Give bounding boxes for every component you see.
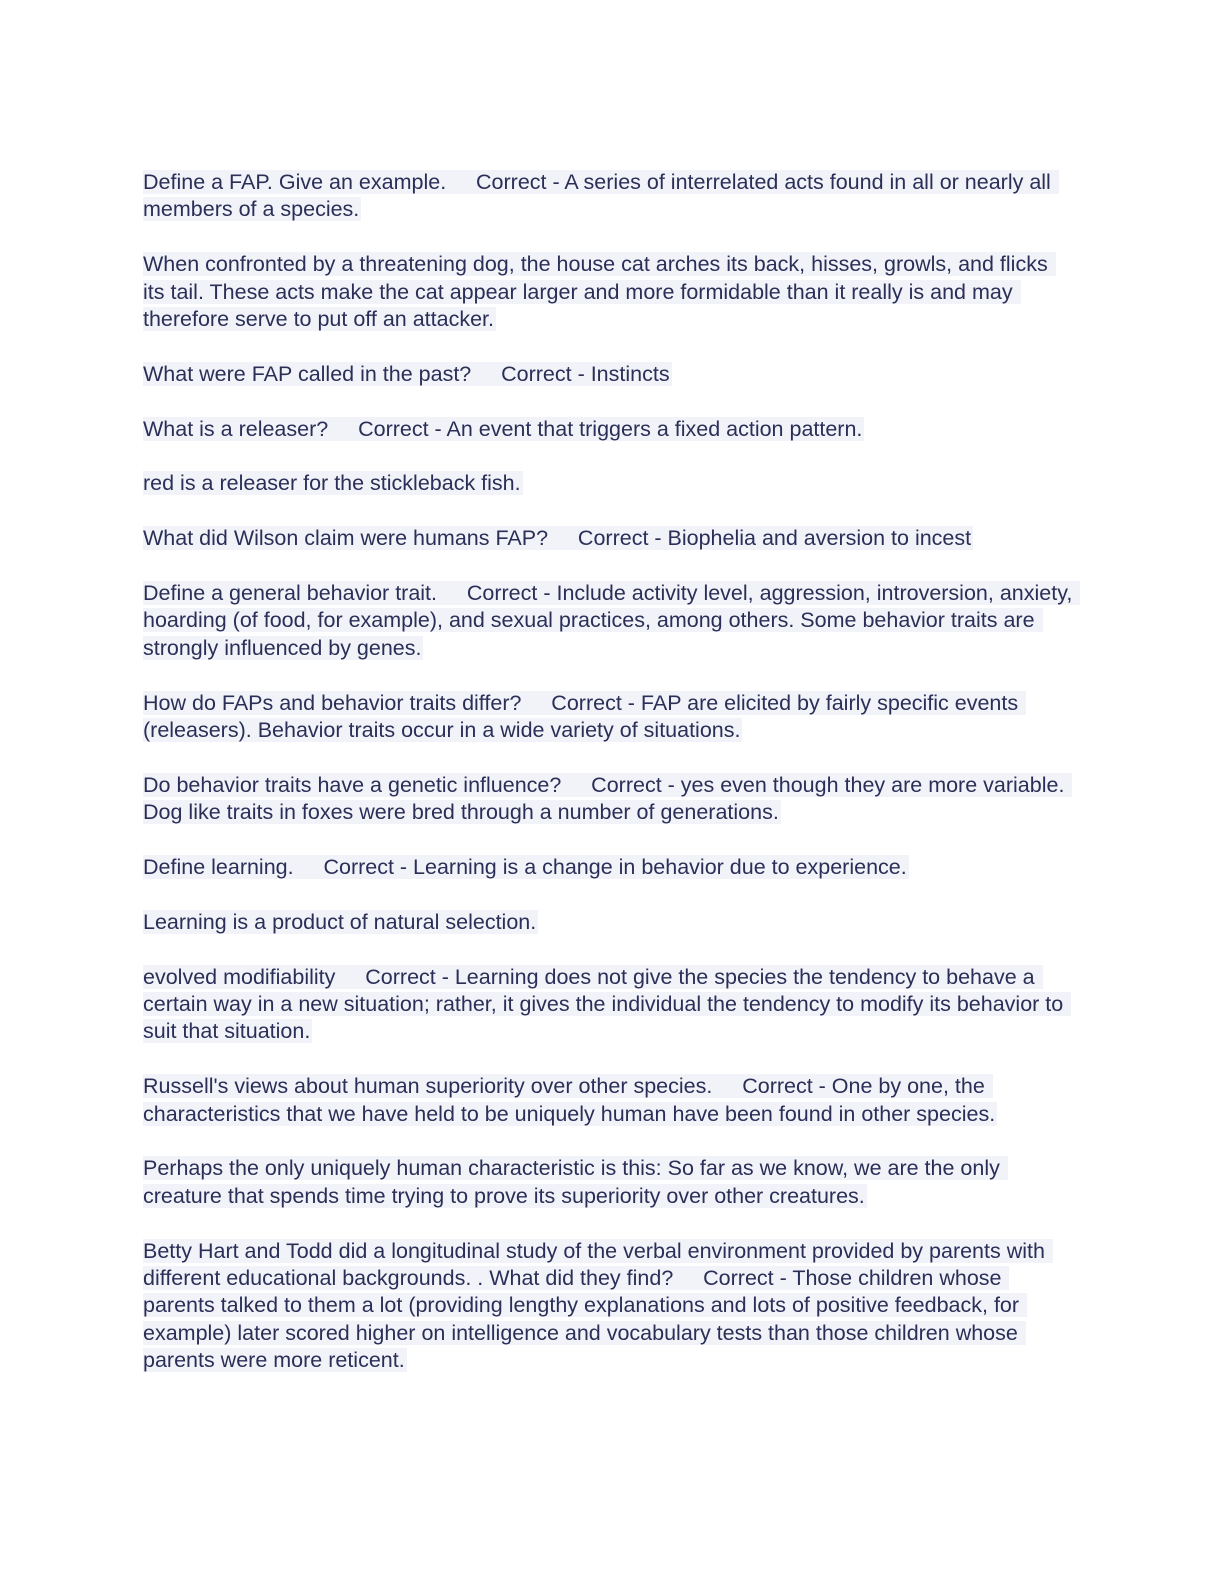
document-body — [143, 169, 1079, 1402]
paragraph-hart-todd — [143, 1238, 1073, 1375]
paragraph-text: evolved modifiability Correct - Learning does not give the species the tendency to behave a certain way in a new situation; rather, it gives the individual the tendency to modify its behavior to suit that situation. — [143, 964, 1070, 1044]
paragraph-define-learning — [143, 854, 1073, 881]
paragraph-text: What were FAP called in the past? Correct - Instincts — [143, 361, 670, 386]
paragraph-cat-example — [143, 251, 1073, 333]
paragraph-natural-selection — [143, 909, 1073, 936]
paragraph-text: When confronted by a threatening dog, the house cat arches its back, hisses, growls, and flicks its tail. These acts make the cat appear larger and more formidable than it really is and may therefore serve to put off an attacker. — [143, 252, 1054, 332]
paragraph-text: Do behavior traits have a genetic influence? Correct - yes even though they are more variable. Dog like traits in foxes were bred through a number of generations. — [143, 772, 1071, 825]
paragraph-fap-past-name — [143, 361, 1073, 388]
paragraph-text: What is a releaser? Correct - An event that triggers a fixed action pattern. — [143, 416, 863, 441]
paragraph-behavior-trait — [143, 580, 1079, 662]
paragraph-stickleback — [143, 470, 1073, 497]
paragraph-fap-definition — [143, 169, 1073, 224]
paragraph-text: How do FAPs and behavior traits differ? Correct - FAP are elicited by fairly specific events (releasers). Behavior traits occur in a wide variety of situations. — [143, 690, 1025, 743]
paragraph-text: Betty Hart and Todd did a longitudinal study of the verbal environment provided by parents with different educational backgrounds. . What did they find? Correct - Those children whose parents talked to them a lot (providing lengthy explanations and lots of positive feedback, for example) later scored higher on intelligence and vocabulary tests than those children whose parents were more reticent. — [143, 1238, 1051, 1373]
paragraph-text: Russell's views about human superiority over other species. Correct - One by one, the characteristics that we have held to be uniquely human have been found in other species. — [143, 1074, 996, 1126]
paragraph-text: What did Wilson claim were humans FAP? Correct - Biophelia and aversion to incest — [143, 526, 972, 551]
paragraph-releaser — [143, 416, 1073, 443]
paragraph-russell — [143, 1073, 1073, 1128]
paragraph-text: red is a releaser for the stickleback fish. — [143, 471, 521, 496]
paragraph-evolved-modifiability — [143, 964, 1073, 1046]
paragraph-text: Learning is a product of natural selection. — [143, 909, 537, 934]
paragraph-fap-vs-traits — [143, 690, 1073, 745]
paragraph-unique-human — [143, 1155, 1073, 1210]
paragraph-text: Perhaps the only uniquely human characteristic is this: So far as we know, we are the only creature that spends time trying to prove its superiority over other creatures. — [143, 1156, 1006, 1208]
paragraph-genetic-influence — [143, 772, 1073, 827]
paragraph-wilson — [143, 525, 1073, 552]
paragraph-text: Define learning. Correct - Learning is a change in behavior due to experience. — [143, 855, 907, 880]
paragraph-text: Define a FAP. Give an example. Correct - A series of interrelated acts found in all or nearly all members of a species. — [143, 170, 1057, 222]
paragraph-text: Define a general behavior trait. Correct - Include activity level, aggression, introversion, anxiety, hoarding (of food, for example), and sexual practices, among others. Some behavior traits are strongly influenced by genes. — [143, 581, 1079, 660]
